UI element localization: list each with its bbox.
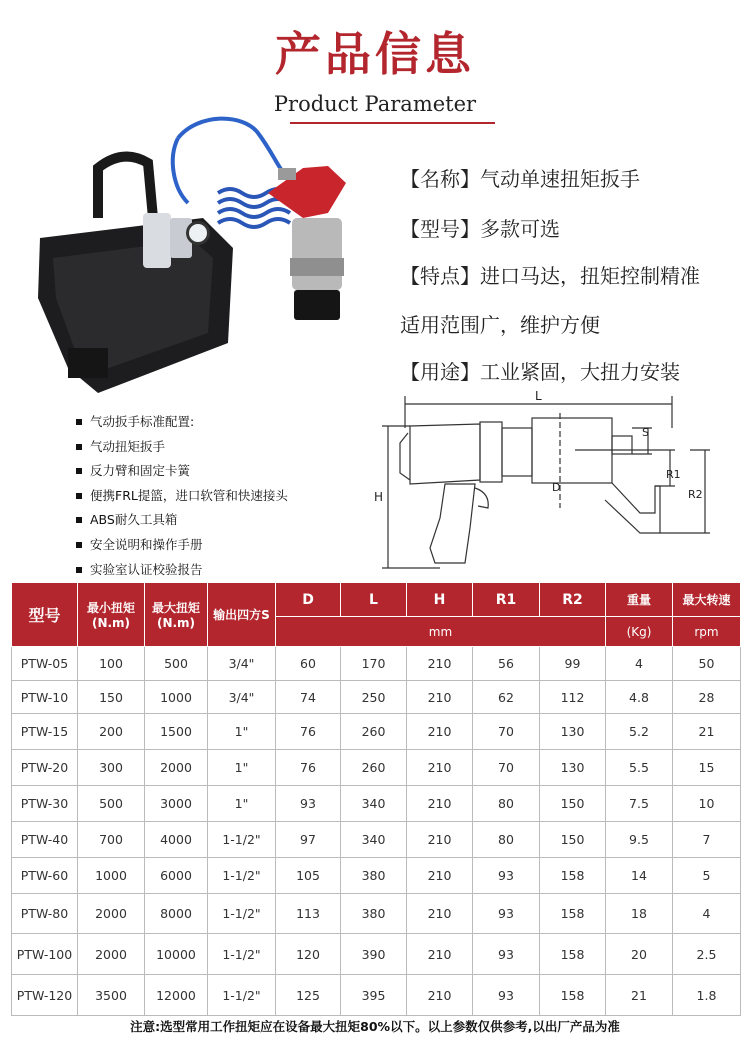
table-row — [12, 894, 741, 934]
list-item: 气动扭矩扳手 — [76, 435, 288, 460]
product-image — [28, 108, 378, 400]
table-cell: 158 — [540, 858, 606, 894]
table-cell: 76 — [276, 714, 341, 750]
table-cell: 2000 — [78, 934, 145, 975]
page-subtitle: Product Parameter — [273, 92, 477, 116]
table-cell: PTW-15 — [12, 714, 78, 750]
table-cell: 260 — [341, 750, 407, 786]
table-cell: 62 — [473, 681, 540, 714]
table-cell: 700 — [78, 822, 145, 858]
table-cell: 150 — [540, 786, 606, 822]
table-cell: PTW-100 — [12, 934, 78, 975]
table-cell: 210 — [407, 822, 473, 858]
table-row — [12, 934, 741, 975]
table-cell: 112 — [540, 681, 606, 714]
table-cell: 50 — [673, 647, 741, 681]
table-cell: 210 — [407, 858, 473, 894]
table-cell: 210 — [407, 975, 473, 1016]
table-cell: 93 — [473, 975, 540, 1016]
table-cell: 1000 — [78, 858, 145, 894]
table-row — [12, 975, 741, 1016]
table-cell: 8000 — [145, 894, 208, 934]
table-cell: 3000 — [145, 786, 208, 822]
table-cell: 120 — [276, 934, 341, 975]
table-cell: 1-1/2" — [208, 858, 276, 894]
table-cell: 80 — [473, 822, 540, 858]
table-cell: 380 — [341, 858, 407, 894]
table-cell: 4.8 — [606, 681, 673, 714]
info-label: 用途 — [420, 360, 460, 384]
table-cell: 4000 — [145, 822, 208, 858]
header-d: D — [276, 583, 341, 617]
table-cell: 210 — [407, 750, 473, 786]
table-row — [12, 681, 741, 714]
table-cell: 1" — [208, 750, 276, 786]
info-label: 型号 — [420, 217, 460, 241]
table-cell: 105 — [276, 858, 341, 894]
table-cell: 3/4" — [208, 681, 276, 714]
table-cell: 340 — [341, 822, 407, 858]
info-label: 名称 — [420, 167, 460, 191]
table-cell: 1-1/2" — [208, 822, 276, 858]
table-cell: 395 — [341, 975, 407, 1016]
table-cell: 210 — [407, 894, 473, 934]
info-value: 多款可选 — [480, 217, 560, 241]
table-cell: 200 — [78, 714, 145, 750]
table-cell: PTW-20 — [12, 750, 78, 786]
table-row — [12, 714, 741, 750]
table-cell: 3500 — [78, 975, 145, 1016]
table-cell: 380 — [341, 894, 407, 934]
table-row — [12, 750, 741, 786]
table-cell: 100 — [78, 647, 145, 681]
table-cell: 21 — [606, 975, 673, 1016]
header-l: L — [341, 583, 407, 617]
table-cell: 28 — [673, 681, 741, 714]
table-cell: 2000 — [145, 750, 208, 786]
info-feature-cont — [400, 309, 600, 338]
table-cell: 125 — [276, 975, 341, 1016]
table-cell: 1-1/2" — [208, 894, 276, 934]
header-model: 型号 — [12, 583, 78, 647]
info-value: 工业紧固，大扭力安装 — [480, 360, 680, 384]
header-h: H — [407, 583, 473, 617]
table-cell: 210 — [407, 681, 473, 714]
header-unit-nm: (N.m) — [156, 616, 196, 630]
standard-config-list — [76, 410, 288, 582]
info-name: 【名称】气动单速扭矩扳手 — [400, 167, 640, 191]
table-cell: 113 — [276, 894, 341, 934]
table-cell: 6000 — [145, 858, 208, 894]
dim-label-s: S — [642, 426, 649, 439]
table-cell: 93 — [473, 894, 540, 934]
spec-table-body — [12, 647, 741, 1016]
table-row — [12, 822, 741, 858]
info-value: 适用范围广，维护方便 — [400, 313, 600, 337]
table-cell: 4 — [673, 894, 741, 934]
info-value: 气动单速扭矩扳手 — [480, 167, 640, 191]
dimension-diagram — [370, 388, 740, 578]
table-cell: PTW-40 — [12, 822, 78, 858]
table-cell: 390 — [341, 934, 407, 975]
header-unit-mm: mm — [276, 617, 606, 647]
table-cell: 158 — [540, 975, 606, 1016]
table-cell: 93 — [276, 786, 341, 822]
table-cell: 56 — [473, 647, 540, 681]
table-cell: 10000 — [145, 934, 208, 975]
table-cell: 158 — [540, 934, 606, 975]
table-cell: 1000 — [145, 681, 208, 714]
table-cell: 5 — [673, 858, 741, 894]
table-cell: 158 — [540, 894, 606, 934]
table-cell: PTW-10 — [12, 681, 78, 714]
table-cell: 1500 — [145, 714, 208, 750]
header-square: 输出四方S — [208, 583, 276, 647]
info-value: 进口马达，扭矩控制精准 — [480, 264, 700, 288]
table-cell: 130 — [540, 714, 606, 750]
info-usage: 【用途】工业紧固，大扭力安装 — [400, 360, 680, 384]
table-row — [12, 647, 741, 681]
table-cell: 18 — [606, 894, 673, 934]
table-cell: 2000 — [78, 894, 145, 934]
table-cell: PTW-120 — [12, 975, 78, 1016]
list-item: ABS耐久工具箱 — [76, 508, 288, 533]
table-cell: 21 — [673, 714, 741, 750]
table-cell: PTW-30 — [12, 786, 78, 822]
table-cell: 500 — [78, 786, 145, 822]
table-cell: 4 — [606, 647, 673, 681]
info-model: 【型号】多款可选 — [400, 217, 560, 241]
table-cell: 250 — [341, 681, 407, 714]
list-item: 反力臂和固定卡簧 — [76, 459, 288, 484]
table-row — [12, 858, 741, 894]
table-cell: 97 — [276, 822, 341, 858]
table-cell: 1-1/2" — [208, 934, 276, 975]
header-unit-nm: (N.m) — [91, 616, 131, 630]
table-cell: PTW-60 — [12, 858, 78, 894]
table-cell: 150 — [540, 822, 606, 858]
table-cell: 210 — [407, 934, 473, 975]
table-cell: 130 — [540, 750, 606, 786]
table-cell: 70 — [473, 750, 540, 786]
dim-label-h: H — [374, 490, 384, 504]
table-cell: 210 — [407, 786, 473, 822]
spec-table — [11, 582, 741, 1016]
table-cell: 99 — [540, 647, 606, 681]
table-cell: 76 — [276, 750, 341, 786]
table-cell: 170 — [341, 647, 407, 681]
table-cell: 5.5 — [606, 750, 673, 786]
table-cell: 15 — [673, 750, 741, 786]
table-cell: 210 — [407, 647, 473, 681]
header-r1: R1 — [473, 583, 540, 617]
table-cell: 500 — [145, 647, 208, 681]
table-cell: 12000 — [145, 975, 208, 1016]
table-cell: 150 — [78, 681, 145, 714]
table-cell: PTW-80 — [12, 894, 78, 934]
table-cell: 7 — [673, 822, 741, 858]
dim-label-r1: R1 — [666, 468, 681, 481]
table-cell: 93 — [473, 934, 540, 975]
table-cell: 9.5 — [606, 822, 673, 858]
footer-note: 注意:选型常用工作扭矩应在设备最大扭矩80%以下。以上参数仅供参考,以出厂产品为准 — [130, 1019, 620, 1034]
dim-label-l: L — [535, 389, 542, 403]
table-cell: 340 — [341, 786, 407, 822]
table-cell: 80 — [473, 786, 540, 822]
list-item: 安全说明和操作手册 — [76, 533, 288, 558]
header-max-torque: 最大扭矩 (N.m) — [145, 583, 208, 647]
info-feature: 【特点】进口马达，扭矩控制精准 — [400, 264, 700, 288]
table-cell: 300 — [78, 750, 145, 786]
table-cell: 1-1/2" — [208, 975, 276, 1016]
table-cell: 14 — [606, 858, 673, 894]
table-row — [12, 786, 741, 822]
table-cell: 210 — [407, 714, 473, 750]
dim-label-r2: R2 — [688, 488, 703, 501]
table-cell: 60 — [276, 647, 341, 681]
header-unit-rpm: rpm — [673, 617, 741, 647]
table-cell: 1" — [208, 786, 276, 822]
info-label: 特点 — [420, 264, 460, 288]
table-cell: 74 — [276, 681, 341, 714]
table-cell: 7.5 — [606, 786, 673, 822]
list-item: 实验室认证校验报告 — [76, 558, 288, 583]
list-item: 便携FRL提篮，进口软管和快速接头 — [76, 484, 288, 509]
header-speed: 最大转速 — [673, 583, 741, 617]
header-min-torque: 最小扭矩 (N.m) — [78, 583, 145, 647]
table-cell: PTW-05 — [12, 647, 78, 681]
table-cell: 260 — [341, 714, 407, 750]
list-item: 气动扳手标准配置: — [76, 410, 288, 435]
table-cell: 1.8 — [673, 975, 741, 1016]
header-r2: R2 — [540, 583, 606, 617]
dim-label-d: D — [552, 481, 561, 494]
page-title: 产品信息 — [275, 27, 475, 81]
table-cell: 1" — [208, 714, 276, 750]
table-cell: 10 — [673, 786, 741, 822]
table-cell: 3/4" — [208, 647, 276, 681]
table-cell: 2.5 — [673, 934, 741, 975]
table-cell: 93 — [473, 858, 540, 894]
header-unit-kg: (Kg) — [606, 617, 673, 647]
table-cell: 70 — [473, 714, 540, 750]
header-weight: 重量 — [606, 583, 673, 617]
table-cell: 5.2 — [606, 714, 673, 750]
table-cell: 20 — [606, 934, 673, 975]
